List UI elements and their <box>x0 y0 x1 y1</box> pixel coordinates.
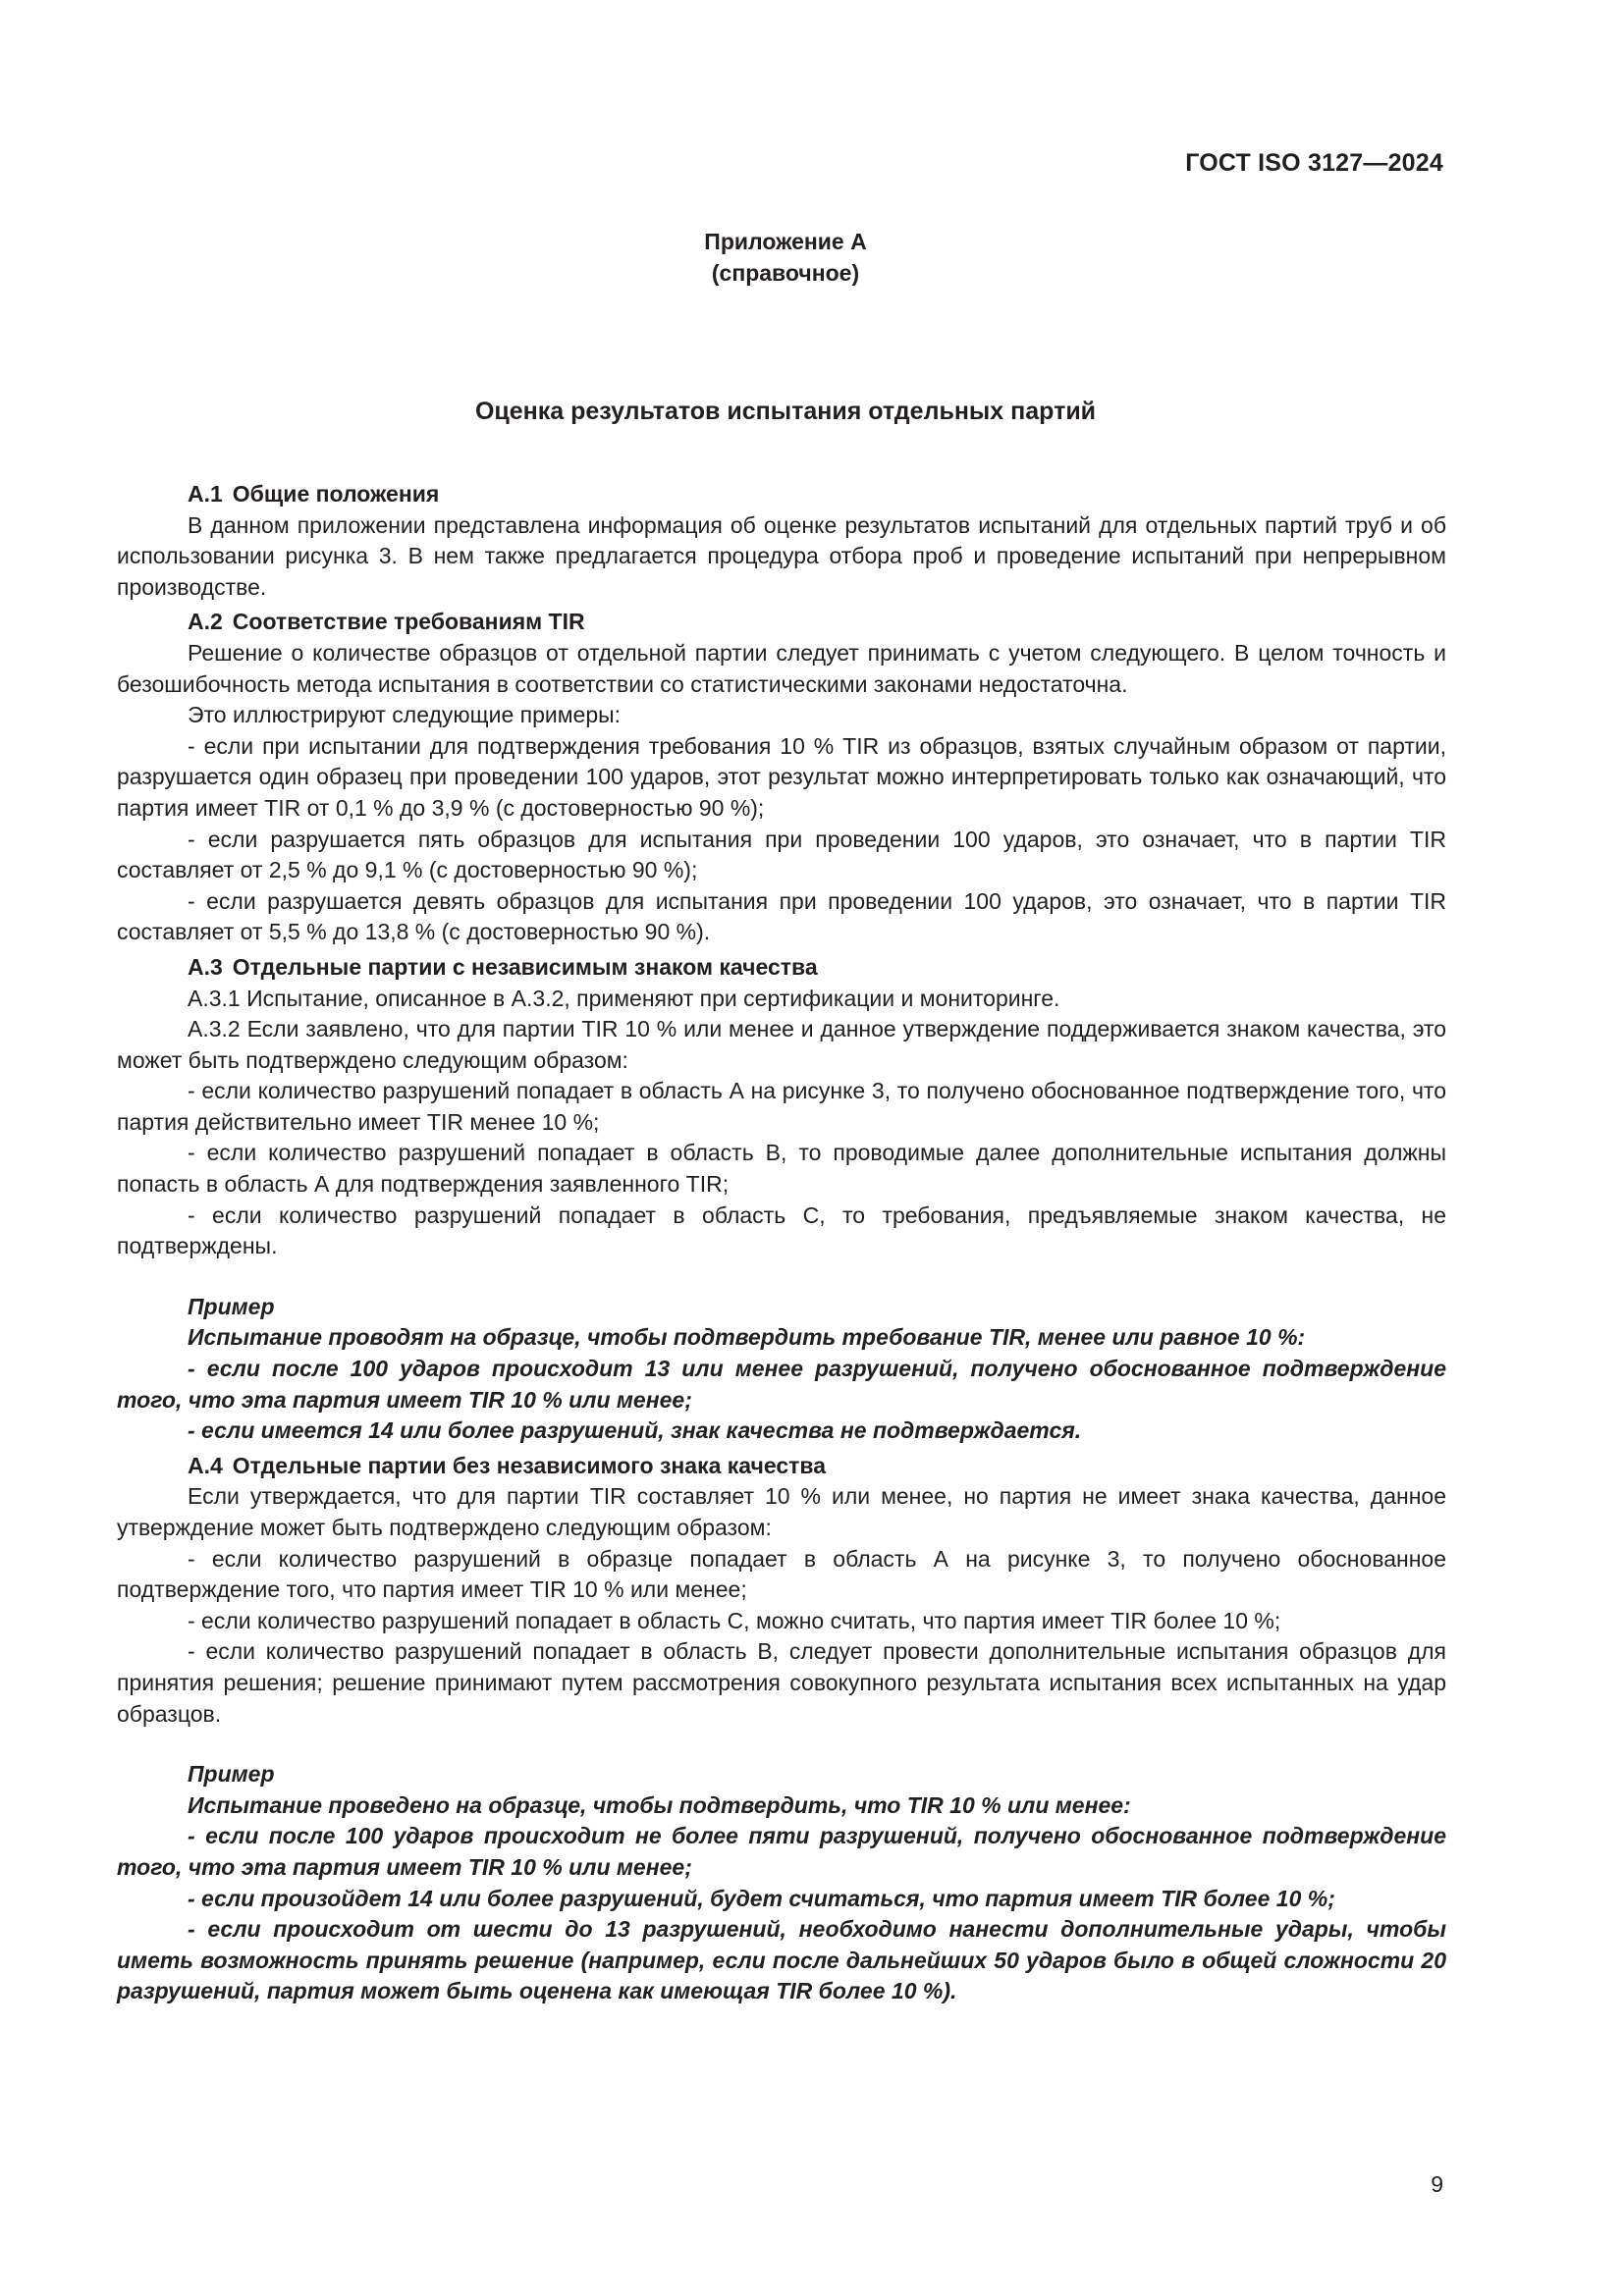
page-number: 9 <box>1431 2171 1443 2197</box>
example-item: - если после 100 ударов происходит не более пяти разрушений, получено обоснованное подтверждение того, что эта партия имеет TIR 10 % или менее; <box>117 1823 1446 1880</box>
list-item: - если разрушается девять образцов для испытания при проведении 100 ударов, это означает, что в партии TIR составляет от 5,5 % до 13,8 % (с достоверностью 90 %). <box>117 887 1446 945</box>
paragraph: А.3.1 Испытание, описанное в А.3.2, применяют при сертификации и мониторинге. <box>188 985 1060 1011</box>
section-heading-a3: А.3 Отдельные партии с независимым знаком качества <box>188 953 818 980</box>
example-item: - если после 100 ударов происходит 13 или менее разрушений, получено обоснованное подтверждение того, что эта партия имеет TIR 10 % или менее; <box>117 1356 1446 1413</box>
example-intro: Испытание проведено на образце, чтобы подтвердить, что TIR 10 % или менее: <box>188 1791 1131 1818</box>
standard-code: ГОСТ ISO 3127—2024 <box>1185 149 1443 177</box>
paragraph: Если утверждается, что для партии TIR составляет 10 % или менее, но партия не имеет знака качества, данное утверждение может быть подтверждено следующим образом: <box>117 1483 1446 1540</box>
list-item: - если количество разрушений попадает в область С, можно считать, что партия имеет TIR более 10 %; <box>188 1607 1281 1633</box>
list-item: - если количество разрушений в образце попадает в область А на рисунке 3, то получено обоснованное подтверждение того, что партия имеет TIR 10 % или менее; <box>117 1545 1446 1603</box>
page-title: Оценка результатов испытания отдельных партий <box>474 398 1097 425</box>
example-item: - если происходит от шести до 13 разрушений, необходимо нанести дополнительные удары, чтобы иметь возможность принять решение (например, если после дальнейших 50 ударов было в общей сложности 20 разрушений, партия может быть оценена как имеющая TIR более 10 %). <box>117 1916 1446 2004</box>
paragraph: А.3.2 Если заявлено, что для партии TIR 10 % или менее и данное утверждение поддерживается знаком качества, это может быть подтверждено следующим образом: <box>117 1016 1446 1073</box>
list-item: - если при испытании для подтверждения требования 10 % TIR из образцов, взятых случайным образом от партии, разрушается один образец при проведении 100 ударов, этот результат можно интерпретировать только как означающий, что партия имеет TIR от 0,1 % до 3,9 % (с достоверностью 90 %); <box>117 732 1446 821</box>
section-heading-a1: А.1 Общие положения <box>188 481 440 507</box>
example-label: Пример <box>188 1761 275 1788</box>
example-item: - если имеется 14 или более разрушений, знак качества не подтверждается. <box>188 1417 1082 1444</box>
list-item: - если разрушается пять образцов для испытания при проведении 100 ударов, это означает, что в партии TIR составляет от 2,5 % до 9,1 % (с достоверностью 90 %); <box>117 826 1446 883</box>
example-intro: Испытание проводят на образце, чтобы подтвердить требование TIR, менее или равное 10 %: <box>188 1324 1306 1351</box>
list-item: - если количество разрушений попадает в область А на рисунке 3, то получено обоснованное подтверждение того, что партия действительно имеет TIR менее 10 %; <box>117 1078 1446 1135</box>
annex-heading <box>0 226 1571 289</box>
section-heading-a4: А.4 Отдельные партии без независимого знака качества <box>188 1452 827 1478</box>
list-item: - если количество разрушений попадает в область В, то проводимые далее дополнительные испытания должны попасть в область А для подтверждения заявленного TIR; <box>117 1140 1446 1198</box>
list-item: - если количество разрушений попадает в область С, то требования, предъявляемые знаком качества, не подтверждены. <box>117 1201 1446 1259</box>
example-block <box>117 1292 1446 1447</box>
example-block <box>117 1759 1446 2007</box>
paragraph: Решение о количестве образцов от отдельной партии следует принимать с учетом следующего. В целом точность и безошибочность метода испытания в соответствии со статистическими законами недостаточна. <box>117 639 1446 697</box>
example-label: Пример <box>188 1293 275 1319</box>
paragraph: Это иллюстрируют следующие примеры: <box>188 702 622 728</box>
annex-title: Приложение А <box>704 229 867 254</box>
annex-type: (справочное) <box>711 260 860 286</box>
example-item: - если произойдет 14 или более разрушений, будет считаться, что партия имеет TIR более 10 %; <box>188 1885 1335 1911</box>
paragraph: В данном приложении представлена информация об оценке результатов испытаний для отдельных партий труб и об использовании рисунка 3. В нем также предлагается процедура отбора проб и проведение испытаний при непрерывном производстве. <box>117 511 1446 600</box>
list-item: - если количество разрушений попадает в область В, следует провести дополнительные испытания образцов для принятия решения; решение принимают путем рассмотрения совокупного результата испытания всех испытанных на удар образцов. <box>117 1638 1446 1727</box>
section-heading-a2: А.2 Соответствие требованиям TIR <box>188 609 585 635</box>
document-body <box>117 479 1446 2007</box>
